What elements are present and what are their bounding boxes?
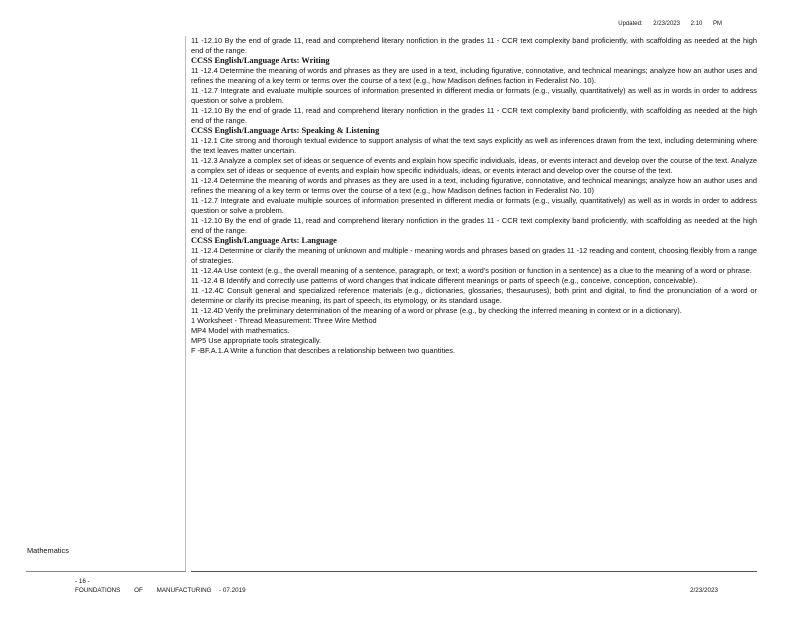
updated-header (618, 21, 722, 27)
footer-program: FOUNDATIONS OF MANUFACTURING (75, 587, 212, 594)
standards-content (191, 36, 757, 356)
standard-text: 11 -12.4 Determine or clarify the meaning of unknown and multiple - meaning words and phrases based on grades 11 -12 reading and content, choosing flexibly from a range of strategies. (191, 246, 757, 265)
standard-text: 11 -12.4 Determine the meaning of words and phrases as they are used in a text, including figurative, connotative, and technical meanings; analyze how an author uses and refines the meaning of a key term or terms over the course of a text (e.g., how Madison defines faction in Federalist No. 10) (191, 176, 757, 195)
math-standard: F -BF.A.1.A Write a function that describes a relationship between two quantities. (191, 346, 456, 355)
standard-text: 11 -12.7 Integrate and evaluate multiple sources of information presented in different media or formats (e.g., visually, quantitatively) as well as in words in order to address question or solve a problem. (191, 86, 757, 105)
standard-text: 11 -12.4A Use context (e.g., the overall meaning of a sentence, paragraph, or text; a word's position or function in a sentence) as a clue to the meaning of a word or phrase. (191, 266, 752, 275)
math-standard: MP4 Model with mathematics. (191, 326, 290, 335)
standard-text: 11 -12.10 By the end of grade 11, read and comprehend literary nonfiction in the grades 11 - CCR text complexity band proficiently, with scaffolding as needed at the high end of the range. (191, 216, 757, 235)
standard-text: 11 -12.10 By the end of grade 11, read and comprehend literary nonfiction in the grades 11 - CCR text complexity band proficiently, with scaffolding as needed at the high end of the range. (191, 36, 757, 55)
footer-rule-left (26, 571, 186, 572)
footer-rule (191, 571, 757, 572)
standard-text: 11 -12.3 Analyze a complex set of ideas or sequence of events and explain how specific individuals, ideas, or events interact and develop over the course of the text. Analyze a complex set of ideas or sequence of events and explain how specific individuals, ideas, or events interact and develop over the course of the text. (191, 156, 757, 175)
standard-text: 11 -12.4C Consult general and specialized reference materials (e.g., dictionaries, glossaries, thesauruses), both print and digital, to find the pronunciation of a word or determine or clarify its precise meaning, its part of speech, its etymology, or its standard usage. (191, 286, 757, 305)
standard-text: 11 -12.10 By the end of grade 11, read and comprehend literary nonfiction in the grades 11 - CCR text complexity band proficiently, with scaffolding as needed at the high end of the range. (191, 106, 757, 125)
column-divider (185, 36, 186, 572)
page-number: - 16 - (75, 578, 90, 585)
standard-text: 11 -12.1 Cite strong and thorough textual evidence to support analysis of what the text says explicitly as well as inferences drawn from the text, including determining where the text leaves matter uncertain. (191, 136, 757, 155)
mathematics-label: Mathematics (27, 546, 69, 555)
standard-text: 11 -12.4 B Identify and correctly use patterns of word changes that indicate different meanings or parts of speech (e.g., conceive, conception, conceivable). (191, 276, 698, 285)
section-heading-language: CCSS English/Language Arts: Language (191, 236, 337, 245)
footer-date: 2/23/2023 (690, 587, 719, 594)
section-heading-speaking: CCSS English/Language Arts: Speaking & Listening (191, 126, 380, 135)
updated-label: Updated: (618, 21, 643, 27)
worksheet-line: 1 Worksheet - Thread Measurement: Three Wire Method (191, 316, 377, 325)
math-standard: MP5 Use appropriate tools strategically. (191, 336, 322, 345)
footer-version: - 07.2019 (219, 587, 246, 594)
standard-text: 11 -12.7 Integrate and evaluate multiple sources of information presented in different media or formats (e.g., visually, quantitatively) as well as in words in order to address question or solve a problem. (191, 196, 757, 215)
updated-date: 2/23/2023 (653, 21, 680, 27)
standard-text: 11 -12.4D Verify the preliminary determination of the meaning of a word or phrase (e.g., by checking the inferred meaning in context or in a dictionary). (191, 306, 682, 315)
standard-text: 11 -12.4 Determine the meaning of words and phrases as they are used in a text, including figurative, connotative, and technical meanings; analyze how an author uses and refines the meaning of a key term or terms over the course of a text (e.g., how Madison defines faction in Federalist No. 10). (191, 66, 757, 85)
updated-time: 2:10 PM (690, 21, 722, 27)
section-heading-writing: CCSS English/Language Arts: Writing (191, 56, 330, 65)
